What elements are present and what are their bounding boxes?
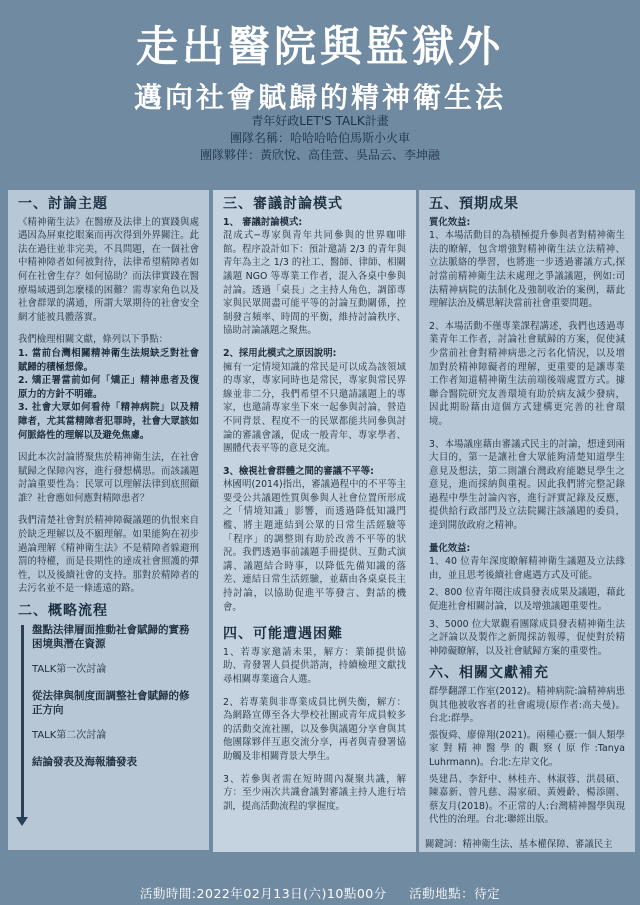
section-flow-title: 二、概略流程 (18, 603, 108, 620)
team-name: 團隊名稱：哈哈哈哈伯馬斯小火車 (229, 131, 410, 145)
poster-header (0, 0, 640, 192)
issues-intro: 我們檢理相關文獻，條列以下爭點： (18, 334, 169, 346)
quality-item-2: 2、本場活動不僅專業課程講述，我們也透過專業青年工作者，討論社會賦歸的方案，促使減少當前社會對精神病患之污名化情況，以及增加對於精神障礙者的理解，更重要的是讓專業工作者知道精神衛生法前端後端處置方式。據聯合醫院研究友善環境有助於病友減少發病，因此期盼藉由這個方式建構更完善的社會環境。 (429, 320, 625, 427)
column-right (419, 190, 635, 852)
keywords-line: 關鍵詞：精神衛生法、基本權保障、審議民主 (425, 839, 613, 850)
mode-3-text: 林國明(2014)指出，審議過程中的不平等主要受公共議題性質與參與人社會位置所形成之「情境知識」影響，而透過降低知識門檻、將主題連結到公眾的日常生活經驗等「程序」的調整則有助於改善不平等的狀況。我們透過事前議題手冊提供、互動式演講、議題結合時事，以降低先備知識的落差、連結日常生活經驗，並藉由各桌桌長主持討論，以協助促進平等發言、對話的機會。 (223, 479, 406, 613)
reference-item-2: 張復舜、廖偉翔(2021)。兩種心靈:一個人類學家對精神醫學的觀察(原作:Tanya Luhrmann)。台北:左岸文化。 (429, 729, 625, 768)
column-middle (213, 190, 416, 852)
event-place: 活動地點：待定 (409, 886, 501, 901)
quantity-heading: 量化效益: (429, 542, 471, 554)
quality-heading: 質化效益: (429, 216, 471, 228)
poster-subtitle: 邁向社會賦歸的精神衛生法 (133, 81, 506, 114)
section-topic-title: 一、討論主題 (18, 196, 108, 212)
topic-issues (18, 333, 199, 442)
quality-item-3: 3、本場議座藉由審議式民主的討論，想達到兩大目的，第一是讓社會大眾能夠清楚知道學生意見及想法，第二則讓台灣政府能聽見學生之意見，進而採納與重視。因此我們將完整記錄過程中學生討論內容，進行評實記錄及反應，提供給行政部門及立法院關注該議題的委員，達到開放政府之精神。 (429, 438, 625, 532)
risk-item-3: 3、若參與者需在短時間內凝聚共識，解方：至少兩次共識會議對審議主持人進行培訓，提高活動流程的掌握度。 (223, 773, 406, 812)
section-risk-title: 四、可能遭遇困難 (223, 626, 343, 643)
reference-item-1: 群學翻譯工作室(2012)。精神病院:論精神病患與其他被收容者的社會處境(原作者:高夫曼)。台北:群學。 (429, 686, 625, 725)
event-footer (0, 884, 640, 902)
quantity-item-3: 3、5000 位大眾觀看團隊成員發表精神衛生法之評論以及製作之新聞採訪報導，促使對於精神障礙瞭解，以及社會賦歸方案的重要性。 (429, 618, 625, 657)
team-info (0, 113, 640, 164)
team-members: 團隊夥伴：黃欣悅、高佳萱、吳品云、李坤融 (199, 148, 440, 162)
flow-arrow-icon (16, 817, 28, 826)
flow-line (21, 625, 24, 820)
risk-item-2: 2、若專業與非專業成員比例失衡，解方：為網路宣傳至各大學校社團或青年成員較多的活動交流社團，以及參與議題分享會與其他團隊夥伴互惠交流分享，再者與青發署協助觸及非相關背景大學生。 (223, 696, 406, 762)
plan-name: 青年好政LET'S TALK計畫 (251, 114, 389, 128)
flow-step-5: 結論發表及海報牆發表 (32, 755, 137, 768)
mode-1-heading: 1、 審議討論模式: (223, 216, 303, 228)
flow-step-4: TALK第二次討論 (32, 729, 107, 741)
risk-item-1: 1、若專家邀請未果，解方：業師提供協助、青發署人員提供諮詢，持續檢理文獻找尋相關專業適合人選。 (223, 646, 406, 685)
section-mode-title: 三、審議討論模式 (223, 196, 343, 212)
mode-3-heading: 3、檢視社會群體之間的審議不平等: (223, 465, 374, 477)
quality-item-1: 1、本場活動目的為積極提升參與者對精神衛生法的瞭解，包含增強對精神衛生法立法精神、立法脈絡的學習，也將進一步透過審議方式,探討當前精神衛生法未處理之爭議議題，例如:司法精神病院的法制化及強制收治的案例，藉此理解法治及構思解決當前社會重要問題。 (429, 230, 625, 310)
topic-paragraph-1: 《精神衛生法》在醫療及法律上的實踐與處遇因為屏東挖眼案而再次得到外界關注。此法在過往並非完美，不具問題，在一個社會中精神障者如何被對待，法律希望精障者如何在社會生存？如何協助？而法律實踐在醫療場域遇到怎麼樣的困難？需專家角色以及社會群眾的溝通，所謂大眾期待的社會安全網才能被具體落實。 (18, 216, 199, 323)
event-time: 活動時間:2022年02月13日(六)10點00分 (139, 886, 387, 901)
column-left (8, 190, 209, 850)
reference-item-3: 吳建昌、李舒中、林桂卉、林淑蓉、洪晨碩、陳嘉新、曾凡慈、湯家碩、黃嫚齡、楊添圍、蔡友月(2018)。不正常的人:台灣精神醫學與現代性的治理。台北:聯經出版。 (429, 773, 625, 826)
quantity-item-1: 1、40 位青年深度瞭解精神衛生議題及立法緣由，並且思考後續社會處遇方式及可能。 (429, 556, 625, 581)
flow-timeline (18, 623, 199, 769)
mode-2-heading: 2、採用此模式之原因說明: (223, 347, 337, 359)
issue-item-2: 2. 矯正署當前如何「矯正」精神患者及復原力的方針不明確。 (18, 375, 199, 400)
poster-title: 走出醫院與監獄外 (135, 22, 504, 71)
mode-1-text: 混成式─專家與青年共同參與的世界咖啡館。程序設計如下：預計邀請 2/3 的青年與青年為主之 1/3 的社工、醫師、律師、相關議題 NGO 等專業工作者，混入各桌中參與討論。透過「桌長」之主持人角色，調節專家與民眾間盡可能平等的討論互動關係，控制發言頻率、時間的平衡，維持討論秩序、協助討論議題之聚焦。 (223, 230, 406, 337)
mode-block-3 (223, 465, 406, 615)
mode-block-2 (223, 347, 406, 456)
flow-step-2: TALK第一次討論 (32, 663, 107, 675)
topic-paragraph-4: 我們清楚社會對於精神障礙議題的仇恨來自於缺乏理解以及不願理解。如果能夠在初步過論理解《精神衛生法》不是精障者躲避刑罰的特權，而是長期性的達成社會照護的彈性，以及後續社會的支持。那對於精障者的去污名並不是一條遙遠的路。 (18, 515, 199, 595)
flow-step-3: 從法律與制度面調整社會賦歸的修正方向 (32, 689, 190, 716)
mode-2-text: 擁有一定情境知識的常民是可以成為該領域的專家，專家同時也是常民，專家與常民界線並非二分，我們希望不只邀請議題上的專家，也邀請專家坐下來一起參與討論，營造不同背景、程度不一的民眾都能共同參與討論的審議會議，促成一般青年、專家學者、團體代表平等的意見交流。 (223, 361, 406, 455)
section-expect-title: 五、預期成果 (429, 196, 519, 212)
topic-paragraph-3: 因此本次討論將聚焦於精神衛生法，在社會賦歸之保障內容，進行發想構思。而該議題討論重要性為：民眾可以理解法律到底照顧誰？社會應如何應對精障患者？ (18, 452, 199, 504)
issue-item-3: 3. 社會大眾如何看待「精神病院」以及精障者，尤其當精障者犯罪時，社會大眾該如何脈絡性的理解以及避免焦慮。 (18, 402, 199, 441)
section-ref-title: 六、相關文獻補充 (429, 665, 549, 682)
flow-step-1: 盤點法律層面推動社會賦歸的實務困境與潛在資源 (32, 623, 190, 650)
quantity-item-2: 2、800 位青年閱注成員發表成果及議題，藉此促進社會相關討論，以及增強議題重要性。 (429, 587, 625, 613)
issue-item-1: 1. 當前台灣相關精神衛生法規缺乏對社會賦歸的積極想像。 (18, 347, 199, 373)
mode-block-1 (223, 216, 406, 338)
